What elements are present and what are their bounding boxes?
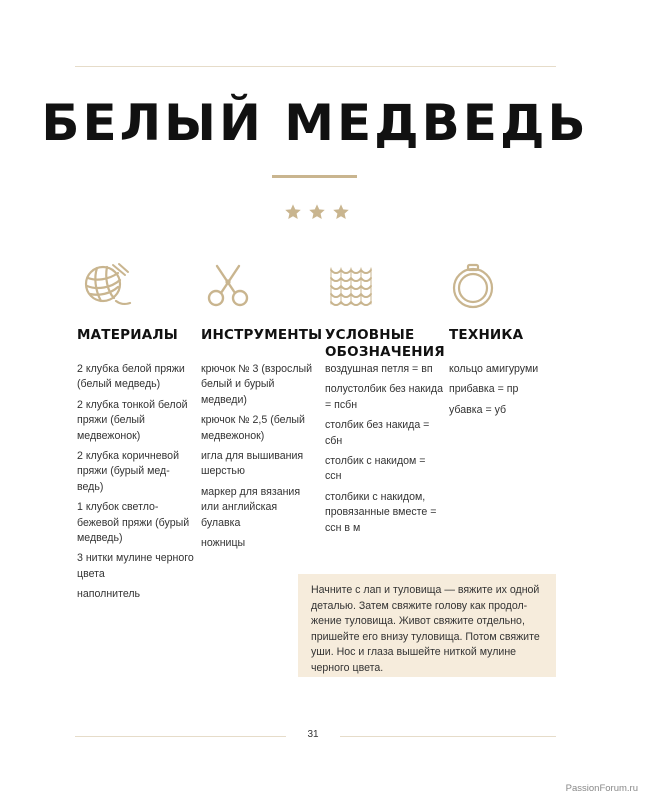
list-item: прибавка = пр [449, 383, 519, 396]
list-item: столбик с накидом = ссн [325, 455, 426, 483]
embroidery-hoop-icon [451, 262, 505, 310]
symbols-list [325, 362, 443, 541]
top-rule [75, 66, 556, 67]
list-item: 3 нитки мулине черного цвета [77, 552, 194, 580]
list-item: 1 клубок светло-бежевой пряжи (бурый медведь) [77, 501, 190, 545]
tools-list [201, 362, 319, 556]
list-item: убавка = уб [449, 403, 507, 416]
symbols-column [325, 262, 443, 361]
page-number: 31 [307, 729, 319, 740]
list-item: столбики с накидом, провязанные вместе = ссн в м [325, 490, 437, 534]
list-item: крючок № 2,5 (белый медвежонок) [201, 414, 305, 442]
page-title: БЕЛЫЙ МЕДВЕДЬ [41, 94, 589, 152]
watermark: PassionForum.ru [565, 783, 638, 794]
star-icon [284, 203, 302, 221]
list-item: маркер для вязания или английская булавка [201, 485, 301, 529]
list-item: 2 клубка коричневой пряжи (бурый мед-ведь) [77, 450, 179, 493]
footer-rule-right [340, 736, 556, 737]
list-item: крючок № 3 (взрослый белый и бурый медведи) [201, 363, 313, 406]
list-item: 2 клубка белой пряжи (белый медведь) [77, 363, 185, 391]
instructions-note: Начните с лап и туловища — вяжите их одной деталью. Затем свяжите голову как продол-жение туловища. Живот свяжите отдельно, пришейте его внизу туловища. Потом свяжите уши. Нос и глаза вышейте ниткой мулине черного цвета. [298, 574, 556, 677]
list-item: полустолбик без накида = псбн [325, 383, 443, 411]
footer-rule-left [75, 736, 286, 737]
list-item: 2 клубка тонкой белой пряжи (белый медвежонок) [77, 398, 188, 442]
list-item: воздушная петля = вп [325, 363, 433, 375]
materials-heading: МАТЕРИАЛЫ [77, 327, 178, 343]
tools-column [201, 262, 323, 344]
stitches-icon [327, 262, 381, 310]
star-icon [332, 203, 350, 221]
list-item: кольцо амигуруми [449, 363, 539, 375]
symbols-heading: УСЛОВНЫЕ ОБОЗНАЧЕНИЯ [325, 327, 445, 360]
list-item: наполнитель [77, 588, 141, 601]
list-item: ножницы [201, 537, 246, 550]
scissors-icon [203, 262, 257, 310]
difficulty-stars [284, 203, 354, 221]
technique-column [449, 262, 567, 344]
materials-column [77, 262, 195, 344]
yarn-ball-icon [79, 262, 133, 310]
materials-list [77, 362, 195, 608]
tools-heading: ИНСТРУМЕНТЫ [201, 327, 323, 343]
star-icon [308, 203, 326, 221]
technique-heading: ТЕХНИКА [449, 327, 524, 343]
technique-list [449, 362, 567, 423]
list-item: столбик без накида = сбн [325, 419, 430, 447]
list-item: игла для вышивания шерстью [201, 450, 304, 478]
title-underline [272, 175, 357, 178]
